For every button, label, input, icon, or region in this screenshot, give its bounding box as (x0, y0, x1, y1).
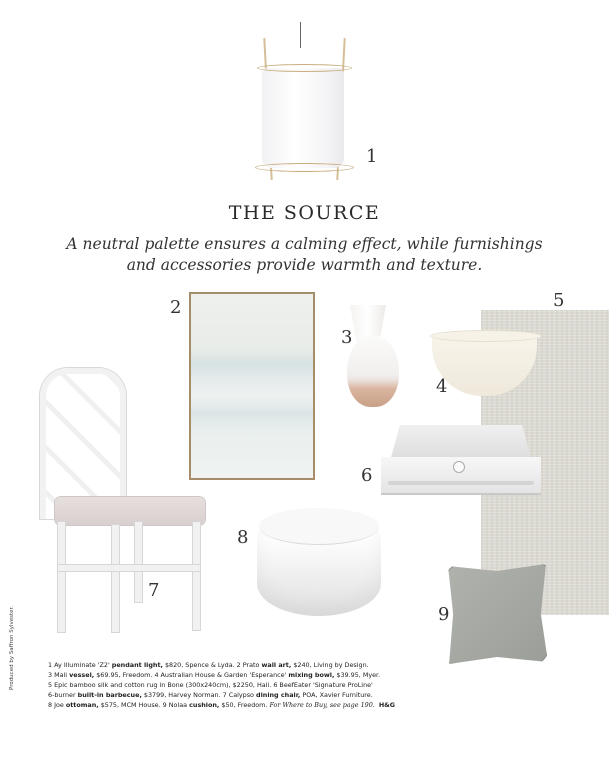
credit-text: $39.95, Myer. (334, 671, 381, 679)
item-number-3: 3 (341, 327, 353, 348)
page-title: THE SOURCE (228, 202, 381, 224)
credit-text: $50, Freedom. (219, 701, 270, 709)
cushion-image (446, 564, 548, 664)
item-number-8: 8 (237, 527, 249, 548)
lamp-ring-top (257, 64, 352, 72)
credit-text: 6-burner (48, 691, 78, 699)
credit-product: cushion, (189, 701, 220, 709)
credit-text: $3799, Harvey Norman. 7 Calypso (141, 691, 256, 699)
ottoman-top (259, 508, 379, 545)
chair-leg (58, 522, 65, 632)
credits-block (48, 660, 418, 710)
credit-product: vessel, (69, 671, 95, 679)
brand-mark: H&G (378, 701, 395, 709)
bowl-rim (430, 330, 542, 342)
item-number-2: 2 (170, 297, 182, 318)
credit-text: 8 Joe (48, 701, 66, 709)
page-subtitle: A neutral palette ensures a calming effect, while furnishings and accessories provide warmth and texture. (66, 235, 543, 274)
credits-line-3 (48, 680, 418, 690)
credit-product: pendant light, (111, 661, 163, 669)
credit-product: wall art, (261, 661, 292, 669)
item-number-6: 6 (361, 465, 373, 486)
chair-leg (112, 525, 119, 632)
credits-line-4 (48, 690, 418, 700)
wall-art-image (189, 292, 315, 480)
lamp-shade (262, 68, 344, 168)
credit-product: built-in barbecue, (77, 691, 142, 699)
chair-seat (55, 497, 205, 525)
credit-text: $575, MCM House. 9 Nolaa (98, 701, 190, 709)
credit-text: POA, Xavier Furniture. (300, 691, 373, 699)
item-number-1: 1 (366, 146, 378, 167)
item-number-5: 5 (553, 290, 565, 311)
barbecue-hood (390, 425, 532, 461)
chair-leg (135, 522, 142, 602)
item-number-4: 4 (436, 376, 448, 397)
lamp-ring-bottom (255, 163, 354, 172)
credit-text: 5 Epic bamboo silk and cotton rug in Bone (300x240cm), $2250, Hali. 6 BeefEater 'Signature ProLine' (48, 681, 373, 689)
credit-text: $240, Living by Design. (291, 661, 369, 669)
credits-line-5 (48, 700, 418, 710)
chair-leg (193, 522, 200, 630)
lamp-cord (300, 22, 301, 48)
credit-product: mixing bowl, (288, 671, 335, 679)
temperature-gauge-icon (453, 461, 465, 473)
barbecue-handle (388, 481, 534, 485)
item-number-7: 7 (148, 580, 160, 601)
credit-product: dining chair, (256, 691, 301, 699)
credit-text: $69.95, Freedom. 4 Australian House & Garden 'Esperance' (94, 671, 289, 679)
credit-text: 1 Ay Illuminate 'Z2' (48, 661, 112, 669)
credits-line-2 (48, 670, 418, 680)
credit-product: ottoman, (65, 701, 99, 709)
where-to-buy-note: For Where to Buy, see page 190. (269, 701, 375, 709)
producer-credit: Produced by Saffron Sylvester. (9, 605, 15, 691)
item-number-9: 9 (438, 604, 450, 625)
chair-rail (58, 565, 200, 571)
credits-line-1 (48, 660, 418, 670)
credit-text: 3 Mali (48, 671, 70, 679)
credit-text: $820, Spence & Lyda. 2 Prato (162, 661, 262, 669)
vessel-body (347, 335, 399, 407)
